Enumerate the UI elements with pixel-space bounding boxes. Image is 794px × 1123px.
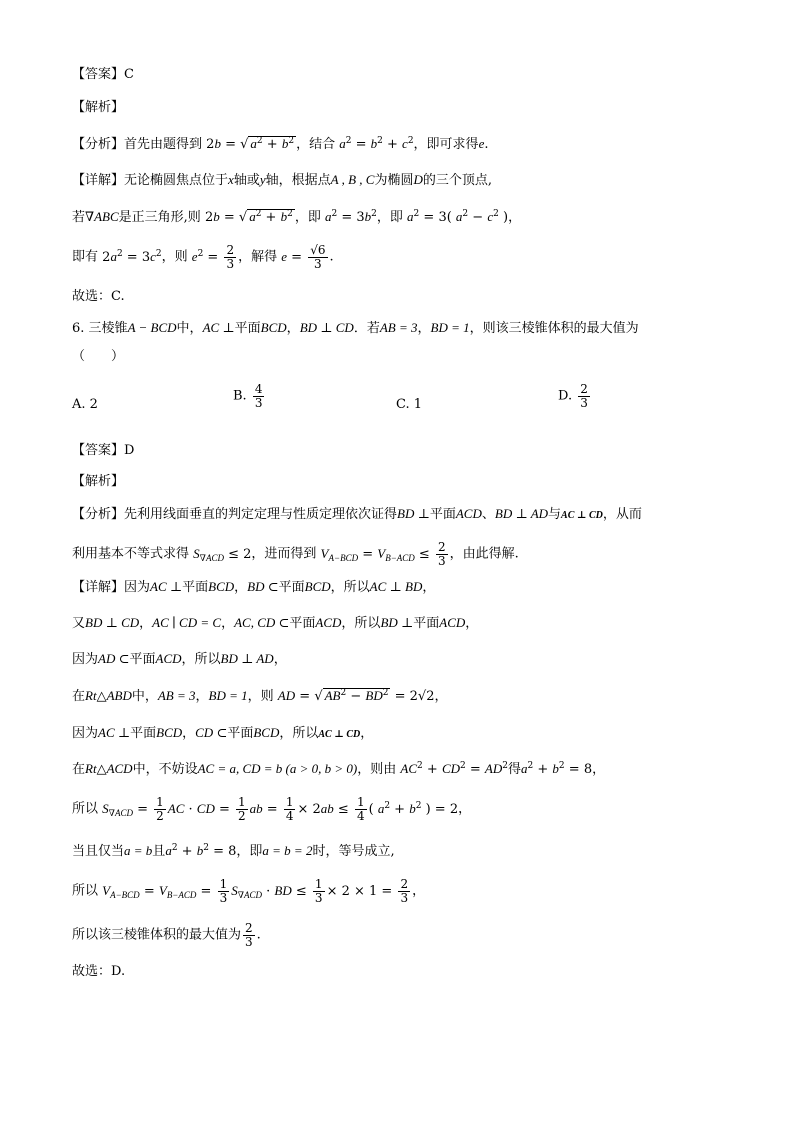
detail-line-5 <box>72 726 734 740</box>
text: 先利用线面垂直的判定定理与性质定理依次证得 <box>124 507 398 522</box>
option-c[interactable] <box>396 397 422 412</box>
text: 平面 <box>227 726 254 741</box>
math: a = b <box>124 843 153 858</box>
detail-line-10 <box>72 922 734 948</box>
text: 中， <box>131 689 158 704</box>
detail-line-2 <box>72 616 734 630</box>
math-e: e <box>478 136 485 151</box>
text: ， <box>195 689 209 704</box>
analysis-label: 【解析】 <box>72 474 125 489</box>
xiangjie-line-2: 若∇ABC是正三角形,则 2b = √ $a^2 + b^2$ ，即 $a^2 = 3b^2$，即 $a^2 = 3$( $a^2 - c^2$ )， <box>72 209 522 225</box>
text: 平面 <box>182 580 209 595</box>
math-triangle: ∇ABC <box>85 209 119 224</box>
conclusion-2 <box>72 965 734 978</box>
math: BD ⊂ <box>247 579 279 594</box>
text: 中，不妨设 <box>132 762 198 777</box>
option-b[interactable] <box>233 383 266 409</box>
math-a2b2-8: $a^2 + b^2 = 8$ <box>521 761 593 777</box>
math: ACD <box>439 615 466 630</box>
conclusion-1 <box>72 290 734 303</box>
fenxi-line-2b <box>72 541 734 567</box>
math: BD ⊥ <box>397 506 430 521</box>
text: ，结合 <box>296 137 336 152</box>
text: 平面 <box>234 321 261 336</box>
text: ，则 <box>247 689 274 704</box>
text: 平面 <box>130 726 157 741</box>
math: CD ⊂ <box>195 725 228 740</box>
math-y: y <box>259 172 266 187</box>
option-num: 2 <box>580 382 588 396</box>
detail-line-1 <box>72 580 734 594</box>
question-6-line-1 <box>72 321 734 335</box>
text: ，则 <box>161 249 188 265</box>
math: BD ⊥ AD <box>220 651 274 666</box>
math: BCD <box>304 579 331 594</box>
option-a[interactable] <box>72 397 98 412</box>
text: 又 <box>72 616 86 631</box>
math: AC ⊥ <box>98 725 131 740</box>
option-label: B. <box>233 388 247 404</box>
math: BCD <box>208 579 235 594</box>
text: ， <box>465 616 479 631</box>
option-value: 2 <box>89 397 98 412</box>
math-e-value: e = $\frac{√6}{3}$ <box>281 243 326 271</box>
analysis-label: 【解析】 <box>72 100 125 115</box>
text: 且 <box>152 844 166 859</box>
option-d[interactable] <box>558 383 592 409</box>
math-area-ineq: $S_{\nabla ACD}$ = $\frac{1}{2}$ AC · CD = $\frac{1}{2}$ ab = $\frac{1}{4}$ × 2ab ≤ $\frac{1}{4}$ ( $a^2 + b^2$ ) = 2 <box>102 795 459 823</box>
text: ，则该三棱锥体积的最大值为 <box>469 321 639 336</box>
xiangjie-line-3 <box>72 244 734 270</box>
math-D: D <box>413 172 423 187</box>
answer-value: C <box>124 67 134 82</box>
text: ，所以 <box>341 616 381 631</box>
math: ACD <box>155 651 182 666</box>
math-rel: AC ⊥ <box>202 320 235 335</box>
text: 为椭圆 <box>374 173 414 188</box>
math: AC = a, CD = b (a > 0, b > 0) <box>197 761 358 776</box>
math: Rt△ACD <box>85 761 133 776</box>
fenxi-label: 【分析】 <box>72 507 125 522</box>
conclusion-text: 故选：D. <box>72 964 126 979</box>
math-ad-value: AD = √ $AB^2 - BD^2 = 2√2$ <box>277 688 435 704</box>
text: 在 <box>72 762 86 777</box>
text: ， <box>273 652 287 667</box>
detail-line-8 <box>72 844 734 858</box>
math-ab: AB = 3 <box>379 320 418 335</box>
text: 、 <box>481 507 495 522</box>
text: 即有 <box>72 249 99 265</box>
math: BD ⊥ CD <box>85 615 140 630</box>
text: 平面 <box>413 616 440 631</box>
text: 在 <box>72 689 86 704</box>
math-2b-eq: 2b = √ $a^2 + b^2$ <box>206 136 295 152</box>
text: 若 <box>72 210 86 225</box>
text: ，所以 <box>330 580 370 595</box>
text: ， <box>360 726 374 741</box>
xiangjie-label: 【详解】 <box>72 173 125 188</box>
text: ， <box>417 321 431 336</box>
answer-value: D <box>124 443 135 458</box>
option-label: A. <box>72 397 86 412</box>
option-value: 1 <box>413 397 423 412</box>
text: ，即 <box>236 844 263 859</box>
option-den: 3 <box>254 395 263 410</box>
text: 中， <box>176 321 203 336</box>
analysis-tag-2 <box>72 475 734 488</box>
fenxi-line-2a <box>72 507 734 521</box>
text: ，进而得到 <box>251 546 317 562</box>
text: ， <box>139 616 153 631</box>
detail-line-9 <box>72 878 734 904</box>
text: 当且仅当 <box>72 844 125 859</box>
text: 平面 <box>129 652 156 667</box>
text: ，由此得解. <box>449 546 519 562</box>
text: ， <box>221 616 235 631</box>
answer-tag: 【答案】 <box>72 67 125 82</box>
math-x: x <box>228 172 234 187</box>
math: AC ∣ CD = C <box>152 615 222 630</box>
math-plane: BCD <box>260 320 287 335</box>
text: . <box>484 137 489 152</box>
text: 因为 <box>72 652 99 667</box>
math-2b-eq-2: 2b = √ $a^2 + b^2$ <box>204 209 293 225</box>
math: AC ⊥ <box>150 579 183 594</box>
text: 无论椭圆焦点位于 <box>124 173 229 188</box>
text: 平面 <box>289 616 316 631</box>
text: ，从而 <box>602 507 642 522</box>
detail-line-3 <box>72 652 734 666</box>
text: ， <box>434 689 448 704</box>
text: 时，等号成立, <box>312 844 395 859</box>
text: . <box>256 927 261 943</box>
math: BCD <box>156 725 183 740</box>
math: ACD <box>315 615 342 630</box>
text: 所以该三棱锥体积的最大值为 <box>72 927 242 943</box>
math-tetra: A − BCD <box>127 320 177 335</box>
text: 所以 <box>72 883 99 899</box>
answer-line-1 <box>72 68 734 81</box>
text: ， <box>182 726 196 741</box>
math-frac-2-3: $\frac{2}{3}$ <box>245 921 253 949</box>
text: 利用基本不等式求得 <box>72 546 190 562</box>
math-a2-3a2c2: $a^2 = 3$( $a^2 - c^2$ ) <box>407 209 509 225</box>
text: ， <box>234 580 248 595</box>
math: BD = 1 <box>208 688 248 703</box>
text: 因为 <box>124 580 151 595</box>
answer-line-2 <box>72 444 734 457</box>
math-rel: BD ⊥ CD <box>299 320 354 335</box>
fenxi-line-1 <box>72 137 734 151</box>
text: 轴，根据点 <box>265 173 331 188</box>
text: 首先由题得到 <box>124 137 203 152</box>
text: 因为 <box>72 726 99 741</box>
math: BD ⊥ AD <box>494 506 549 521</box>
text: ，即可求得 <box>413 137 479 152</box>
math: AC, CD ⊂ <box>234 615 290 630</box>
analysis-tag-1 <box>72 101 734 114</box>
text: ，则由 <box>357 762 397 777</box>
text: ， <box>412 883 426 899</box>
option-den: 3 <box>580 395 588 410</box>
xiangjie-label: 【详解】 <box>72 580 125 595</box>
math-points: A , B , C <box>330 172 375 187</box>
detail-line-7 <box>72 796 734 822</box>
math: AD ⊂ <box>98 651 130 666</box>
math-s-acd: $S_{\nabla ACD} \le 2$ <box>193 545 252 563</box>
detail-line-6 <box>72 762 734 776</box>
text: 的三个顶点, <box>422 173 492 188</box>
text: ，解得 <box>238 249 278 265</box>
text: 平面 <box>429 507 456 522</box>
math: AB = 3 <box>157 688 196 703</box>
math: BD ⊥ <box>380 615 414 630</box>
math: a = b = 2 <box>262 843 313 858</box>
math-a2-eq: $a^2 = b^2 + c^2$ <box>339 136 414 152</box>
option-label: D. <box>558 388 573 404</box>
answer-paren: （ ） <box>72 349 125 364</box>
text: ， <box>592 762 606 777</box>
text: 是正三角形,则 <box>118 210 201 225</box>
xiangjie-line-1 <box>72 173 734 187</box>
math: BCD <box>253 725 280 740</box>
conclusion-text: 故选：C. <box>72 289 125 304</box>
fenxi-label: 【分析】 <box>72 137 125 152</box>
text: 得 <box>508 762 522 777</box>
math-bd: BD = 1 <box>430 320 470 335</box>
question-number: 6. <box>72 321 85 336</box>
text: 平面 <box>278 580 305 595</box>
math: ACD <box>455 506 482 521</box>
text: ．若 <box>353 321 380 336</box>
text: 所以 <box>72 801 99 817</box>
text: ，所以 <box>279 726 319 741</box>
text: ， <box>286 321 300 336</box>
math-pythag: $AC^2 + CD^2 = AD^2$ <box>400 761 508 777</box>
text: ，所以 <box>181 652 221 667</box>
text: ， <box>458 801 472 817</box>
math-a2-3b2: $a^2 = 3b^2$ <box>324 209 377 225</box>
text: 与 <box>548 507 562 522</box>
question-6-line-2 <box>72 350 734 363</box>
math: AC ⊥ CD <box>318 729 361 740</box>
answer-tag: 【答案】 <box>72 443 125 458</box>
text: ， <box>422 580 436 595</box>
text: 三棱锥 <box>88 321 128 336</box>
text: ，即 <box>376 210 403 225</box>
math-v-ineq: $V_{A-BCD} = V_{B-ACD}$ ≤ $\frac{2}{3}$ <box>320 540 446 568</box>
math-2a2-3c2: $2a^2 = 3c^2$ <box>102 248 162 265</box>
option-num: 4 <box>254 382 263 396</box>
detail-line-4 <box>72 689 734 703</box>
math-volume-ineq: $V_{A-BCD} = V_{B-ACD}$ = $\frac{1}{3}$ $S_{\nabla ACD}$ · BD ≤ $\frac{1}{3}$ × 2 × 1 = $\frac{2}{3}$ <box>102 877 409 905</box>
text: 轴或 <box>233 173 260 188</box>
text: ，即 <box>294 210 321 225</box>
math: AC ⊥ CD <box>561 510 603 521</box>
text: . <box>329 249 334 265</box>
math: AC ⊥ BD <box>369 579 423 594</box>
math-a2b2-8b: $a^2 + b^2 = 8$ <box>165 843 237 859</box>
math: Rt△ABD <box>85 688 132 703</box>
option-label: C. <box>396 397 410 412</box>
math-e2: $e^2$ = $\frac{2}{3}$ <box>191 243 235 271</box>
